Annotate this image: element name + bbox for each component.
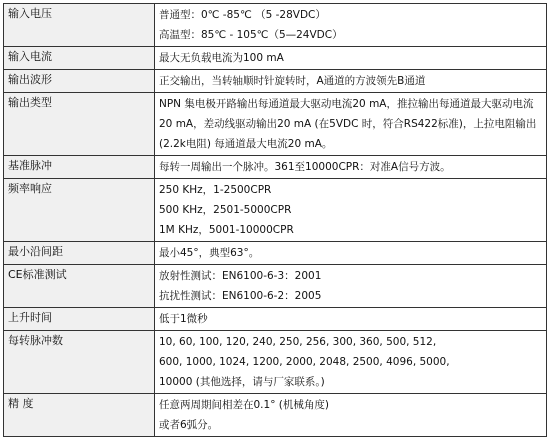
value-line: 1M KHz，5001-10000CPR	[159, 224, 294, 236]
row-label: 输入电压	[4, 4, 155, 47]
value-line: 500 KHz，2501-5000CPR	[159, 204, 292, 216]
row-label: CE标准测试	[4, 265, 155, 308]
row-value	[155, 265, 547, 308]
table-row-rise-time	[4, 308, 547, 331]
value-line: 10000 (其他选择，请与厂家联系。)	[159, 376, 325, 388]
value-line: 任意两周期间相差在0.1° (机械角度)	[159, 399, 329, 411]
value-line: 低于1微秒	[159, 313, 208, 325]
value-line: 放射性测试：EN6100-6-3：2001	[159, 270, 322, 282]
row-value	[155, 4, 547, 47]
table-row-ce-test	[4, 265, 547, 308]
spec-table	[3, 3, 547, 437]
value-line: 最小45°，典型63°。	[159, 247, 260, 259]
value-line: 10, 60, 100, 120, 240, 250, 256, 300, 360, 500, 512,	[159, 336, 437, 348]
row-value	[155, 308, 547, 331]
table-row-output-type	[4, 93, 547, 156]
value-line: 或者6弧分。	[159, 419, 219, 431]
table-row-frequency-response	[4, 179, 547, 242]
row-value	[155, 156, 547, 179]
row-value	[155, 394, 547, 437]
value-paragraph: NPN 集电极开路输出每通道最大驱动电流20 mA，推拉输出每通道最大驱动电流20 mA，差动线驱动输出20 mA (在5VDC 时，符合RS422标准)，上拉电阻输出 (2.2k电阻) 每通道最大电流20 mA。	[159, 98, 537, 150]
table-row-reference-pulse	[4, 156, 547, 179]
row-value	[155, 331, 547, 394]
row-value	[155, 93, 547, 156]
value-line: 600, 1000, 1024, 1200, 2000, 2048, 2500, 4096, 5000,	[159, 356, 450, 368]
table-row-min-edge-spacing	[4, 242, 547, 265]
row-label: 输出类型	[4, 93, 155, 156]
row-label: 每转脉冲数	[4, 331, 155, 394]
value-line: 250 KHz，1-2500CPR	[159, 184, 272, 196]
table-row-input-current	[4, 47, 547, 70]
table-row-output-waveform	[4, 70, 547, 93]
row-label: 输出波形	[4, 70, 155, 93]
value-line: 每转一周输出一个脉冲。361至10000CPR：对准A信号方波。	[159, 161, 451, 173]
row-value	[155, 70, 547, 93]
value-line: 最大无负载电流为100 mA	[159, 52, 284, 64]
row-value	[155, 242, 547, 265]
row-label: 频率响应	[4, 179, 155, 242]
row-label: 输入电流	[4, 47, 155, 70]
row-label: 基准脉冲	[4, 156, 155, 179]
table-row-pulses-per-rev	[4, 331, 547, 394]
row-value	[155, 47, 547, 70]
table-row-accuracy	[4, 394, 547, 437]
row-label: 上升时间	[4, 308, 155, 331]
value-line: 抗扰性测试：EN6100-6-2：2005	[159, 290, 322, 302]
row-value	[155, 179, 547, 242]
table-row-input-voltage	[4, 4, 547, 47]
row-label: 精 度	[4, 394, 155, 437]
value-line: 高温型：85℃ - 105℃（5—24VDC）	[159, 29, 343, 41]
row-label: 最小沿间距	[4, 242, 155, 265]
value-line: 普通型：0℃ -85℃ （5 -28VDC）	[159, 9, 326, 21]
value-line: 正交输出，当转轴顺时针旋转时，A通道的方波领先B通道	[159, 75, 426, 87]
